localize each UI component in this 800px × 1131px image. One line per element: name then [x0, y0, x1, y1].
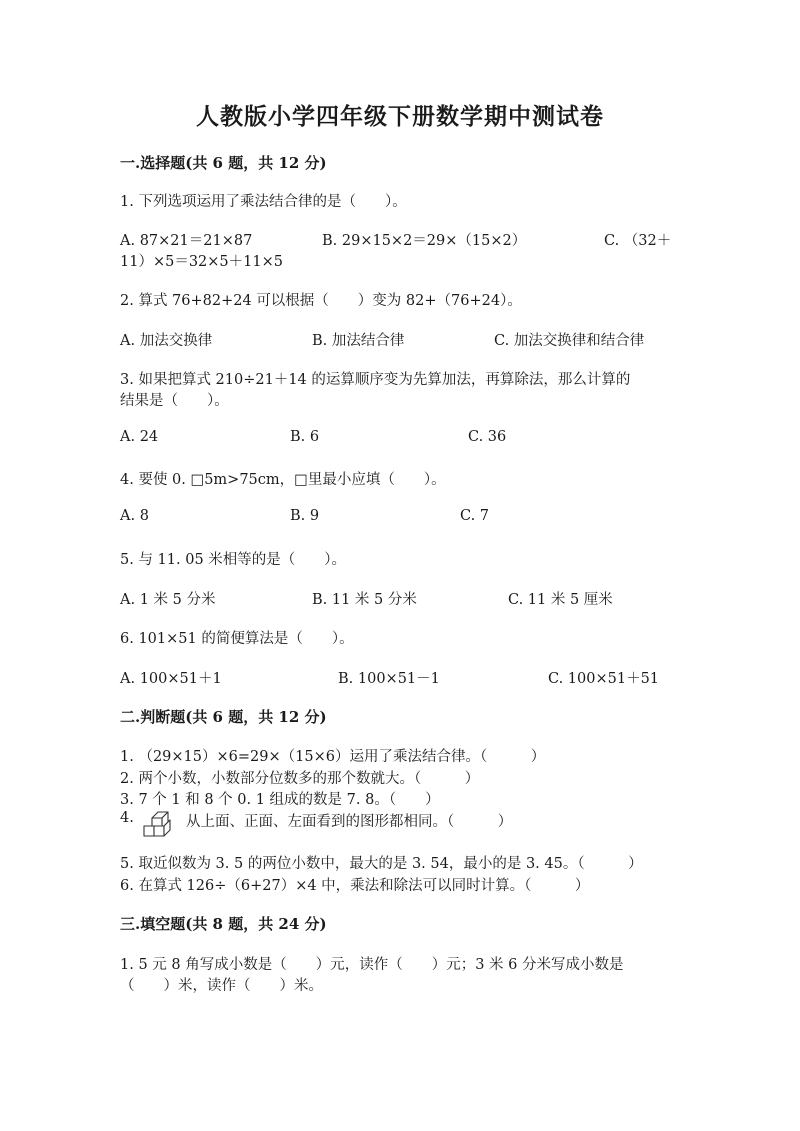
option-b: B. 11 米 5 分米 — [312, 592, 417, 608]
option-a: A. 8 — [120, 508, 149, 524]
option-b: B. 加法结合律 — [312, 333, 405, 349]
judgment-item-number: 4. — [120, 810, 134, 826]
question-stem-cont: 结果是（ ）。 — [120, 393, 229, 409]
judgment-item: 3. 7 个 1 和 8 个 0. 1 组成的数是 7. 8。（ ） — [120, 792, 440, 808]
fill-blank-stem: 1. 5 元 8 角写成小数是（ ）元，读作（ ）元；3 米 6 分米写成小数是 — [120, 957, 624, 973]
option-row — [0, 667, 800, 689]
section-heading-true-false: 二.判断题(共 6 题，共 12 分) — [120, 708, 327, 726]
option-c: C. 加法交换律和结合律 — [494, 333, 645, 349]
judgment-item: 5. 取近似数为 3. 5 的两位小数中，最大的是 3. 54，最小的是 3. 45。（ ） — [120, 856, 643, 872]
question-stem: 4. 要使 0. □5m>75cm，□里最小应填（ ）。 — [120, 472, 446, 488]
option-a: A. 87×21＝21×87 — [120, 233, 253, 249]
judgment-item: 2. 两个小数，小数部分位数多的那个数就大。（ ） — [120, 771, 480, 787]
option-c: C. 11 米 5 厘米 — [508, 592, 613, 608]
option-a: A. 1 米 5 分米 — [120, 592, 216, 608]
option-row — [0, 229, 800, 251]
section-heading-fill-blank: 三.填空题(共 8 题，共 24 分) — [120, 915, 327, 933]
cube-stack-icon — [142, 808, 178, 838]
question-stem: 2. 算式 76+82+24 可以根据（ ）变为 82+（76+24）。 — [120, 293, 522, 309]
option-row — [0, 429, 800, 451]
page-title: 人教版小学四年级下册数学期中测试卷 — [196, 103, 604, 130]
option-a: A. 100×51＋1 — [120, 671, 222, 687]
option-row — [0, 588, 800, 610]
question-stem: 3. 如果把算式 210÷21＋14 的运算顺序变为先算加法，再算除法，那么计算的 — [120, 372, 631, 388]
option-a: A. 24 — [120, 429, 159, 445]
option-b: B. 29×15×2＝29×（15×2） — [322, 233, 527, 249]
judgment-item-text: 从上面、正面、左面看到的图形都相同。（ ） — [186, 814, 513, 830]
option-b: B. 9 — [290, 508, 320, 524]
option-row — [0, 508, 800, 530]
option-c: C. 100×51＋51 — [548, 671, 660, 687]
option-row — [0, 329, 800, 351]
question-stem: 1. 下列选项运用了乘法结合律的是（ ）。 — [120, 194, 407, 210]
option-c: C. 36 — [468, 429, 507, 445]
section-heading-choice: 一.选择题(共 6 题，共 12 分) — [120, 154, 327, 172]
option-a: A. 加法交换律 — [120, 333, 213, 349]
option-b: B. 6 — [290, 429, 320, 445]
judgment-item: 1. （29×15）×6=29×（15×6）运用了乘法结合律。（ ） — [120, 749, 546, 765]
question-stem: 5. 与 11. 05 米相等的是（ ）。 — [120, 552, 347, 568]
option-b: B. 100×51－1 — [338, 671, 440, 687]
option-c: C. （32＋ — [604, 233, 672, 249]
option-c: C. 7 — [460, 508, 490, 524]
judgment-item: 6. 在算式 126÷（6+27）×4 中，乘法和除法可以同时计算。（ ） — [120, 878, 590, 894]
question-stem: 6. 101×51 的简便算法是（ ）。 — [120, 631, 354, 647]
option-c-continued: 11）×5＝32×5＋11×5 — [120, 254, 283, 270]
fill-blank-stem-cont: （ ）米，读作（ ）米。 — [120, 978, 323, 994]
